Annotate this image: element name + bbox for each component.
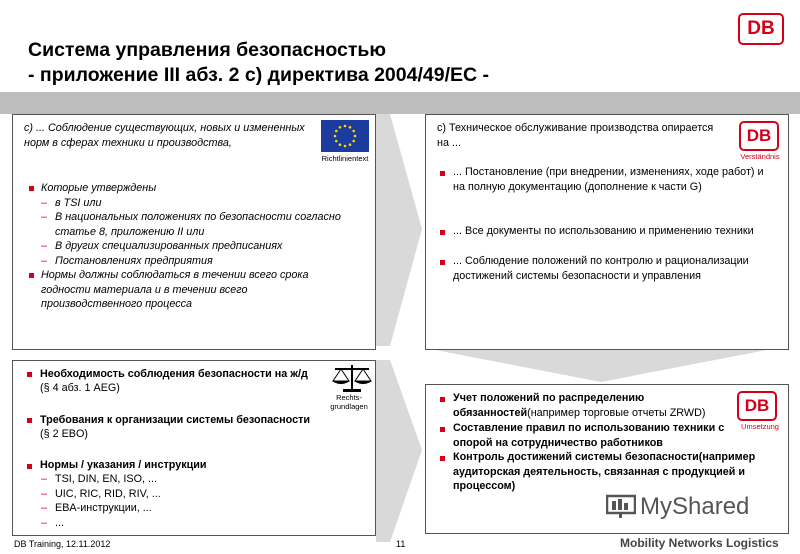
dash-marker: – (41, 240, 48, 252)
dash-marker: – (41, 488, 48, 500)
left-top-bullet-1: Которые утверждены (41, 182, 157, 194)
presentation-icon (606, 494, 636, 520)
right-top-bullet-1: ... Постановление (при внедрении, изменениях, ходе работ) и на полную документацию (дополнение к части G) (453, 166, 764, 193)
lb-bullet-3: Нормы / указания / инструкции (40, 459, 207, 471)
bullet-marker (440, 171, 445, 176)
lb-dash-1: TSI, DIN, EN, ISO, ... (55, 473, 157, 485)
flow-arrows (376, 114, 424, 544)
title-line-1: Система управления безопасностью (28, 39, 387, 61)
lb-dash-2: UIC, RIC, RID, RIV, ... (55, 488, 161, 500)
page-title (28, 38, 489, 88)
rb-bullet-3-normal: (например аудиторская деятельность, связанная с продукцией и процессом) (453, 451, 756, 492)
rechts-badge (327, 363, 377, 411)
dash-marker: – (41, 255, 48, 267)
right-top-heading: c) Техническое обслуживание производства опирается на ... (437, 122, 714, 149)
dash-marker: – (41, 197, 48, 209)
umsetzung-badge (732, 391, 788, 431)
bullet-marker (440, 427, 445, 432)
dash-marker: – (41, 473, 48, 485)
header-band (0, 92, 800, 114)
rb-bullet-3-bold: Контроль достижений системы безопасности (453, 451, 699, 463)
rechts-label: Rechts-grundlagen (330, 393, 368, 411)
arrow-bottom (376, 360, 422, 542)
bullet-marker (27, 464, 32, 469)
lb-dash-3: EBA-инструкции, ... (55, 502, 152, 514)
lb-bullet-2-sub: (§ 2 EBO) (40, 428, 89, 440)
arrow-top (376, 114, 422, 346)
left-bottom-box (12, 360, 376, 536)
rb-bullet-1 (453, 391, 743, 420)
right-top-box (425, 114, 789, 350)
db-logo (738, 13, 784, 45)
down-arrow-shape (425, 348, 777, 382)
watermark-text: MyShared (640, 493, 750, 520)
db-badge-text-2: DB (744, 396, 770, 415)
footer-right: Mobility Networks Logistics (620, 536, 779, 550)
verstaendnis-label: Verständnis (740, 152, 780, 161)
eu-badge (316, 120, 374, 163)
watermark (606, 493, 749, 521)
rb-bullet-3 (453, 450, 778, 494)
footer-left: DB Training, 12.11.2012 (14, 539, 111, 549)
bullet-marker (27, 418, 32, 423)
lb-bullet-1: Необходимость соблюдения безопасности на ж/д (40, 368, 308, 380)
bullet-marker (440, 456, 445, 461)
rb-bullet-1-bold: Учет положений по распределению обязанностей (453, 392, 645, 419)
db-logo-text: DB (747, 18, 775, 39)
down-arrow (425, 348, 777, 384)
left-top-dash-3: В других специализированных предписаниях (55, 240, 283, 252)
dash-marker: – (41, 211, 48, 223)
scales-icon (331, 363, 373, 393)
eu-flag-icon (321, 120, 369, 152)
left-top-bullet-2: Нормы должны соблюдаться в течении всего срока годности материала и в течении всего производственного процесса (41, 269, 309, 310)
left-top-dash-1: в TSI или (55, 197, 102, 209)
right-top-bullet-3: ... Соблюдение положений по контролю и рационализации достижений системы безопасности и управления (453, 255, 749, 282)
left-top-heading: c) ... Соблюдение существующих, новых и измененных норм в сферах техники и производства, (24, 122, 305, 149)
bullet-marker (440, 260, 445, 265)
page-number: 11 (396, 539, 406, 549)
left-top-dash-4: Постановлениях предприятия (55, 255, 213, 267)
left-top-dash-2: В национальных положениях по безопасности согласно статье 8, приложению II или (55, 211, 341, 238)
db-badge-logo-2 (737, 391, 777, 421)
bullet-marker (440, 397, 445, 402)
umsetzung-label: Umsetzung (741, 422, 779, 431)
right-top-bullet-2: ... Все документы по использованию и применению техники (453, 225, 754, 237)
db-badge-logo (739, 121, 779, 151)
lb-bullet-2: Требования к организации системы безопасности (40, 414, 311, 426)
bullet-marker (29, 273, 34, 278)
lb-dash-4: ... (55, 517, 64, 529)
rb-bullet-2: Составление правил по использованию техники с опорой на сотрудничество работников (453, 422, 725, 449)
left-top-box (12, 114, 376, 350)
bullet-marker (27, 372, 32, 377)
bullet-marker (440, 230, 445, 235)
eu-badge-label: Richtlinientext (321, 154, 369, 163)
bullet-marker (29, 186, 34, 191)
verstaendnis-badge (734, 121, 786, 161)
title-line-2: - приложение III абз. 2 c) директива 2004/49/EC - (28, 64, 489, 86)
rb-bullet-1-normal: (например торговые отчеты ZRWD) (527, 406, 706, 419)
dash-marker: – (41, 517, 48, 529)
db-badge-text: DB (746, 126, 772, 145)
lb-bullet-1-sub: (§ 4 абз. 1 AEG) (40, 382, 120, 394)
dash-marker: – (41, 502, 48, 514)
